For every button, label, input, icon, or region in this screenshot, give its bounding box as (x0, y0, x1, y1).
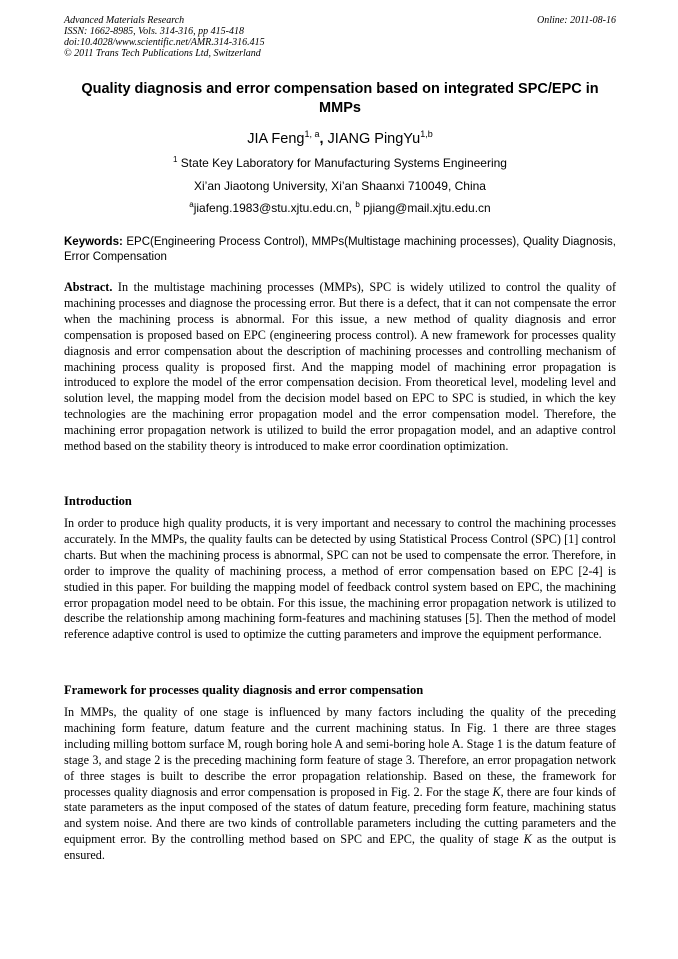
online-date: Online: 2011-08-16 (537, 15, 616, 26)
intro-heading: Introduction (64, 494, 132, 508)
email-marker-a: a (189, 200, 194, 209)
issn-line: ISSN: 1662-8985, Vols. 314-316, pp 415-418 (64, 26, 244, 37)
copyright-line: © 2011 Trans Tech Publications Ltd, Switzerland (64, 48, 261, 59)
doi-line: doi:10.4028/www.scientific.net/AMR.314-316.415 (64, 37, 265, 48)
journal-name: Advanced Materials Research (64, 15, 185, 26)
abstract-text: In the multistage machining processes (MMPs), SPC is widely utilized to control the quality of machining processes and diagnose the processing error. But there is a defect, that it can not compensate the error when the machining process is abnormal. For this issue, a new method of quality diagnosis and error compensation is proposed based on EPC (engineering process control). A new framework for processes quality diagnosis and error compensation about the description of machining processes and controlling mechanism of machining process quality is proposed first. And the mapping model of machining error propagation is introduced to explore the model of the error compensation decision. From theoretical level, modeling level and solution level, the mapping model from the decision model based on EPC to SPC is studied, in which the key technologies are the machining error propagation model and the error compensation model. Therefore, the machining error propagation network is utilized to build the error propagation model, and an adaptive control method based on the stability theory is introduced to make error coordination optimization. (64, 280, 616, 454)
author-1: JIA Feng (247, 131, 305, 147)
author-separator: , (319, 131, 328, 147)
email-line (64, 201, 616, 216)
email-b[interactable]: pjiang@mail.xjtu.edu.cn (359, 201, 491, 215)
paper-title: Quality diagnosis and error compensation based on integrated SPC/EPC in MMPs (81, 81, 599, 116)
email-a[interactable]: jiafeng.1983@stu.xjtu.edu.cn, (193, 201, 356, 215)
intro-paragraph: In order to produce high quality products, it is very important and necessary to control the machining processes accurately. In the MMPs, the quality faults can be detected by using Statistical Process Control (SPC) [1] control charts. But when the machining process is abnormal, SPC can not be used to compensate the error. Therefore, in order to improve the quality of machining process, a method of error compensation based on EPC [2-4] is studied in this paper. For building the mapping model of feedback control system based on EPC, the machining error propagation model need to be obtain. For this issue, the machining error propagation network is utilized to describe the relationship among machining form-features and machining statuses [5]. Then the method of model reference adaptive control is used to optimize the cutting parameters and improve the equipment performance. (64, 516, 616, 642)
author-line (64, 130, 616, 148)
framework-heading: Framework for processes quality diagnosis and error compensation (64, 683, 424, 697)
affiliation-line-1: $^1$ State Key Laboratory for Manufacturing Systems Engineering (173, 155, 507, 170)
author-1-marker: 1, a (304, 129, 320, 139)
journal-header (64, 15, 265, 59)
author-2-marker: 1,b (420, 129, 433, 139)
keywords (64, 235, 616, 264)
framework-paragraph: In MMPs, the quality of one stage is influenced by many factors including the quality of the preceding machining form feature, datum feature and the current machining status. In Fig. 1 there are three stages including milling bottom surface M, rough boring hole A and semi-boring hole A. Stage 1 is the datum feature of stage 3, and stage 2 is the preceding machining form feature of stage 3. Therefore, an error propagation network of three stages is built to describe the error propagation relationship. Based on these, the framework for processes quality diagnosis and error compensation is proposed in Fig. 2. For the stage K, there are four kinds of state parameters as the input composed of the states of datum feature, preceding form feature, machining status and system noise. And there are two kinds of controllable parameters including the cutting parameters and the equipment error. By the controlling method based on SPC and EPC, the quality of stage K as the output is ensured. (64, 705, 616, 863)
email-marker-b: b (355, 200, 360, 209)
abstract (64, 280, 616, 455)
abstract-label: Abstract. (64, 280, 113, 294)
affiliation-marker: 1 (173, 155, 178, 164)
affiliation-line-2: Xi’an Jiaotong University, Xi’an Shaanxi 710049, China (194, 179, 486, 193)
keywords-text: EPC(Engineering Process Control), MMPs(Multistage machining processes), Quality Diagnosis, Error Compensation (64, 236, 616, 263)
author-2: JIANG PingYu (327, 131, 421, 147)
stage-k-symbol: K (492, 784, 501, 799)
keywords-label: Keywords: (64, 236, 123, 248)
stage-k-symbol: K (523, 832, 532, 847)
